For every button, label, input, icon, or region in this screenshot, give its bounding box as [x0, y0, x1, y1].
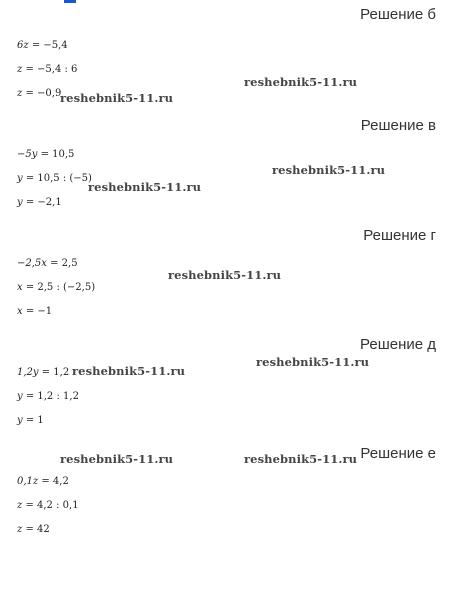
watermark: reshebnik5-11.ru [60, 91, 174, 105]
watermark: reshebnik5-11.ru [168, 268, 282, 282]
watermark: reshebnik5-11.ru [244, 452, 358, 466]
equation-variable: 0,1z [17, 476, 39, 487]
equation-rest: = 4,2 [38, 476, 69, 487]
section-heading-e: Решение е [360, 445, 436, 462]
equation-variable: z [17, 88, 23, 99]
equation-line [17, 88, 61, 99]
section-heading-v: Решение в [360, 117, 436, 134]
equation-variable: 1,2y [17, 367, 39, 378]
equation-line [17, 415, 44, 426]
section-heading-d: Решение д [360, 336, 436, 353]
equation-variable: x [17, 306, 23, 317]
equation-variable: z [17, 524, 23, 535]
equation-line [17, 173, 92, 184]
equation-rest: = 10,5 [37, 149, 75, 160]
watermark: reshebnik5-11.ru [272, 163, 386, 177]
watermark: reshebnik5-11.ru [88, 180, 202, 194]
equation-line [17, 476, 69, 487]
equation-rest: = 4,2 : 0,1 [22, 500, 79, 511]
equation-line [17, 40, 68, 51]
equation-line [17, 149, 74, 160]
equation-variable: x [17, 282, 23, 293]
watermark: reshebnik5-11.ru [256, 355, 370, 369]
watermark: reshebnik5-11.ru [72, 364, 186, 378]
equation-rest: = 2,5 [46, 258, 78, 269]
equation-line [17, 367, 69, 378]
equation-variable: y [17, 197, 23, 208]
equation-rest: = −5,4 : 6 [22, 64, 78, 75]
equation-variable: −5y [17, 149, 38, 160]
section-heading-g: Решение г [363, 227, 436, 244]
equation-rest: = 42 [22, 524, 50, 535]
equation-rest: = −0,9 [22, 88, 62, 99]
equation-variable: y [17, 415, 23, 426]
equation-line [17, 524, 50, 535]
equation-variable: y [17, 391, 23, 402]
equation-line [17, 282, 95, 293]
equation-rest: = −5,4 [28, 40, 68, 51]
equation-line [17, 64, 77, 75]
equation-rest: = 1 [22, 415, 44, 426]
equation-variable: y [17, 173, 23, 184]
equation-rest: = −1 [22, 306, 53, 317]
equation-line [17, 391, 79, 402]
equation-line [17, 500, 79, 511]
equation-variable: −2,5x [17, 258, 47, 269]
equation-rest: = 2,5 : (−2,5) [22, 282, 96, 293]
equation-rest: = 1,2 [38, 367, 70, 378]
equation-variable: z [17, 64, 23, 75]
watermark: reshebnik5-11.ru [244, 75, 358, 89]
equation-variable: z [17, 500, 23, 511]
top-accent-bar [64, 0, 76, 3]
equation-rest: = 1,2 : 1,2 [22, 391, 79, 402]
equation-rest: = 10,5 : (−5) [22, 173, 92, 184]
section-heading-b: Решение б [360, 6, 436, 23]
equation-rest: = −2,1 [22, 197, 62, 208]
equation-line [17, 197, 62, 208]
equation-variable: 6z [17, 40, 29, 51]
equation-line [17, 306, 52, 317]
equation-line [17, 258, 78, 269]
watermark: reshebnik5-11.ru [60, 452, 174, 466]
